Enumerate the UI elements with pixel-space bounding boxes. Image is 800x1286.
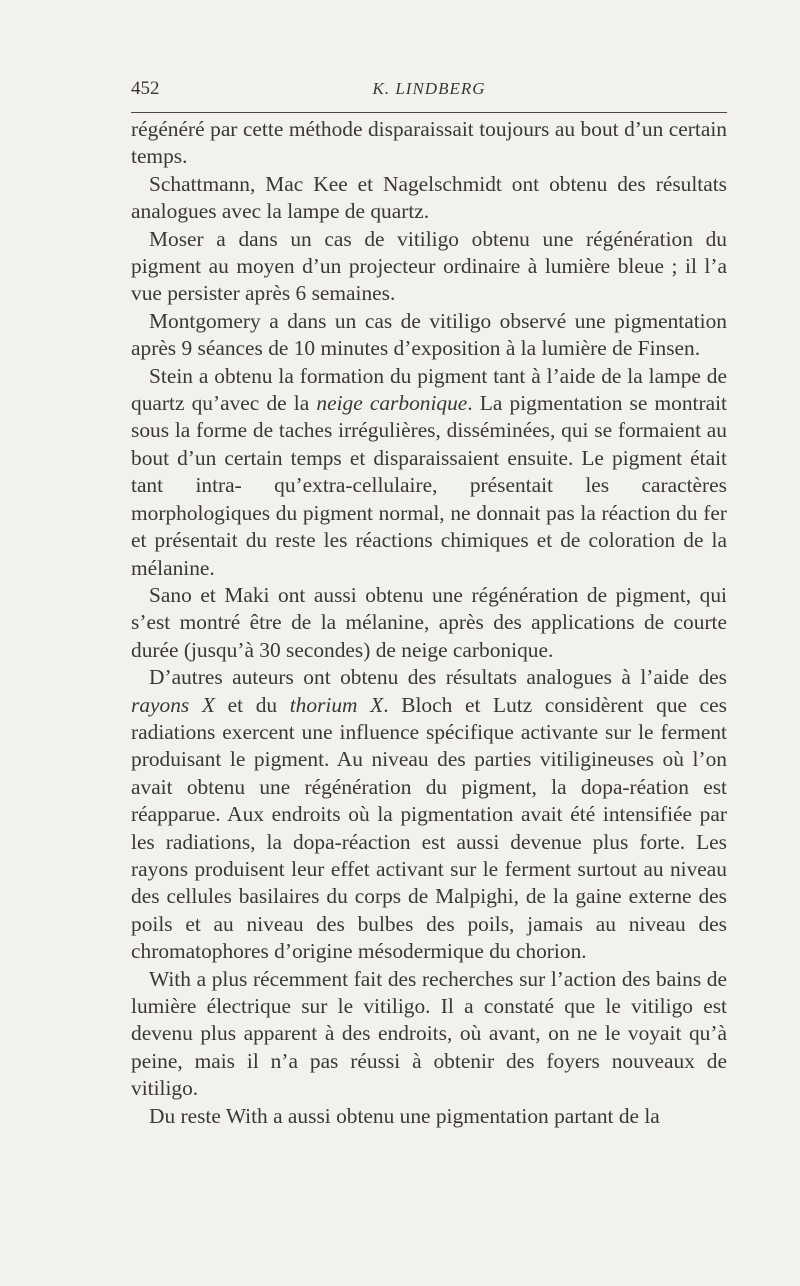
paragraph	[131, 582, 727, 664]
text-segment: Stein a obtenu la formation du pigment tant à l’aide de la lampe de quartz qu’avec de la	[131, 363, 727, 416]
paragraph	[131, 1103, 727, 1130]
text-segment: D’autres auteurs ont obtenu des résultats analogues à l’aide des	[149, 665, 727, 690]
paragraph	[131, 171, 727, 226]
text-segment: Sano et Maki ont aussi obtenu une régénération de pigment, qui s’est montré être de la mélanine, après des applications de courte durée (jusqu’à 30 secondes) de neige carbonique.	[131, 582, 727, 662]
page-header	[131, 76, 727, 102]
paragraph	[131, 664, 727, 965]
paragraph	[131, 116, 727, 171]
text-segment: régénéré par cette méthode disparaissait toujours au bout d’un certain temps.	[131, 117, 727, 169]
text-segment: Schattmann, Mac Kee et Nagelschmidt ont obtenu des résultats analogues avec la lampe de quartz.	[131, 171, 727, 224]
running-head: K. LINDBERG	[372, 79, 486, 98]
header-rule	[131, 112, 727, 113]
text-segment: . Bloch et Lutz considèrent que ces radiations exercent une influence spécifique activante sur le ferment produisant le pigment. Au niveau des parties vitiligineuses où l’on avait obtenu une régénération du pigment, la dopa-réation est réapparue. Aux endroits où la pigmentation avait été intensifiée par les radiations, la dopa-réaction est aussi devenue plus forte. Les rayons produisent leur effet activant sur le ferment surtout au niveau des cellules basilaires du corps de Malpighi, de la gaine externe des poils et au niveau des bulbes des poils, jamais au niveau des chromatophores d’origine mésodermique du chorion.	[131, 692, 727, 964]
text-segment: . La pigmentation se montrait sous la forme de taches irrégulières, disséminées, qui se formaient au bout d’un certain temps et disparaissaient ensuite. Le pigment était tant intra- qu’extra-cellulaire, présentait les caractères morphologiques du pigment normal, ne donnait pas la réaction du fer et présentait du reste les réactions chimiques et de coloration de la mélanine.	[131, 391, 727, 580]
paragraph	[131, 363, 727, 582]
text-segment: et du	[214, 692, 290, 717]
italic-term: thorium X	[289, 692, 384, 717]
body-text	[131, 116, 727, 1130]
paragraph	[131, 308, 727, 363]
text-segment: Du reste With a aussi obtenu une pigmentation partant de la	[149, 1103, 660, 1128]
page-number: 452	[131, 78, 160, 99]
paragraph	[131, 226, 727, 308]
text-segment: With a plus récemment fait des recherches sur l’action des bains de lumière électrique sur le vitiligo. Il a constaté que le vitiligo est devenu plus apparent à des endroits, où avant, on ne le voyait qu’à peine, mais il n’a pas réussi à obtenir des foyers nouveaux de vitiligo.	[131, 966, 727, 1101]
paragraph	[131, 966, 727, 1103]
italic-term: neige carbonique	[316, 391, 468, 416]
text-segment: Montgomery a dans un cas de vitiligo observé une pigmentation après 9 séances de 10 minutes d’exposition à la lumière de Finsen.	[131, 308, 727, 361]
text-segment: Moser a dans un cas de vitiligo obtenu une régénération du pigment au moyen d’un projecteur ordinaire à lumière bleue ; il l’a vue persister après 6 semaines.	[131, 226, 727, 306]
italic-term: rayons X	[131, 692, 215, 717]
